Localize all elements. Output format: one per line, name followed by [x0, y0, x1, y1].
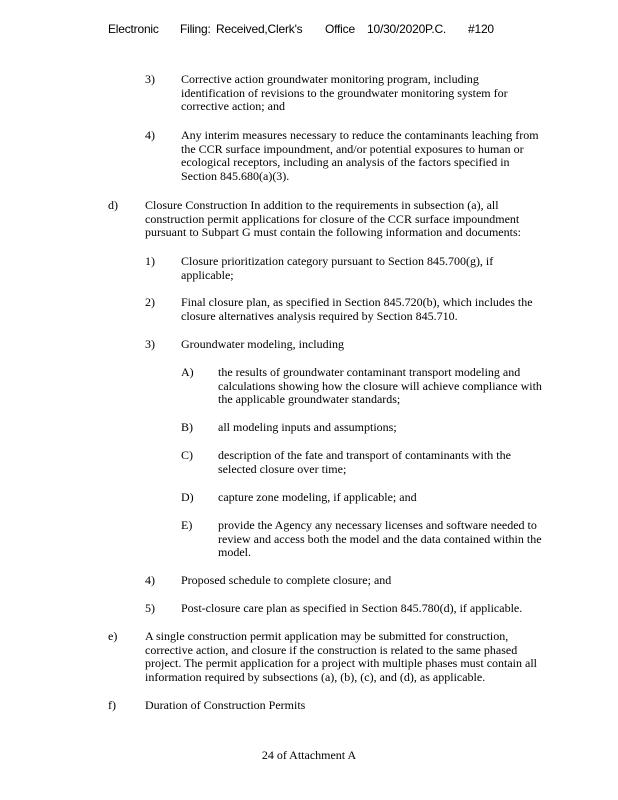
header-date: 10/30/2020P.C.	[367, 22, 447, 36]
item-line: the results of groundwater contaminant transport modeling and	[218, 365, 521, 379]
item-number: 4)	[145, 573, 155, 587]
item-line: the applicable groundwater standards;	[218, 392, 401, 406]
item-line: identification of revisions to the groundwater monitoring system for	[181, 85, 508, 100]
item-line: calculations showing how the closure will achieve compliance with	[218, 378, 542, 393]
item-line: corrective action; and	[181, 99, 285, 113]
item-line: Groundwater modeling, including	[181, 337, 344, 351]
item-line: capture zone modeling, if applicable; and	[218, 490, 417, 504]
item-number: 5)	[145, 601, 155, 615]
item-line: Section 845.680(a)(3).	[181, 168, 290, 183]
item-line: Post-closure care plan as specified in Section 845.780(d), if applicable.	[181, 601, 523, 615]
item-number: 1)	[145, 254, 155, 268]
header-received: Received,Clerk's	[216, 22, 303, 36]
item-line: project. The permit application for a project with multiple phases must contain all	[145, 656, 538, 670]
item-line: pursuant to Subpart G must contain the following information and documents:	[145, 225, 521, 239]
item-number: 4)	[145, 128, 155, 142]
item-line: all modeling inputs and assumptions;	[218, 420, 397, 434]
item-number: C)	[181, 448, 193, 462]
item-number: f)	[108, 698, 116, 712]
item-number: e)	[108, 629, 118, 643]
item-line: construction permit applications for closure of the CCR surface impoundment	[145, 211, 520, 226]
item-line: Any interim measures necessary to reduce the contaminants leaching from	[181, 128, 539, 142]
header-office: Office	[325, 22, 355, 36]
item-number: A)	[181, 365, 194, 379]
item-line: Closure prioritization category pursuant to Section 845.700(g), if	[181, 254, 494, 268]
header-electronic: Electronic	[108, 22, 159, 36]
item-line: Final closure plan, as specified in Section 845.720(b), which includes the	[181, 295, 533, 309]
item-line: applicable;	[181, 267, 234, 282]
item-number: E)	[181, 518, 193, 532]
header-number: #120	[468, 22, 494, 36]
item-number: 3)	[145, 337, 155, 351]
item-number: d)	[108, 198, 118, 212]
item-line: Duration of Construction Permits	[145, 698, 306, 712]
item-number: D)	[181, 490, 194, 504]
item-number: 2)	[145, 295, 155, 309]
item-number: 3)	[145, 72, 155, 86]
item-line: A single construction permit application may be submitted for construction,	[145, 629, 509, 643]
item-line: corrective action, and closure if the construction is related to the same phased	[145, 642, 518, 657]
item-line: ecological receptors, including an analysis of the factors specified in	[181, 155, 510, 169]
item-line: review and access both the model and the data contained within the	[218, 531, 542, 546]
item-line: closure alternatives analysis required by Section 845.710.	[181, 308, 458, 323]
item-line: Closure Construction In addition to the requirements in subsection (a), all	[145, 198, 499, 212]
item-line: selected closure over time;	[218, 461, 347, 476]
item-line: description of the fate and transport of contaminants with the	[218, 448, 511, 462]
item-line: the CCR surface impoundment, and/or potential exposures to human or	[181, 141, 524, 156]
header-filing: Filing:	[180, 22, 211, 36]
item-number: B)	[181, 420, 193, 434]
item-line: provide the Agency any necessary licenses and software needed to	[218, 518, 537, 532]
page-footer: 24 of Attachment A	[261, 748, 357, 762]
item-line: Proposed schedule to complete closure; and	[181, 573, 392, 587]
item-line: model.	[218, 545, 251, 559]
item-line: Corrective action groundwater monitoring program, including	[181, 72, 479, 86]
item-line: information required by subsections (a), (b), (c), and (d), as applicable.	[145, 669, 486, 684]
